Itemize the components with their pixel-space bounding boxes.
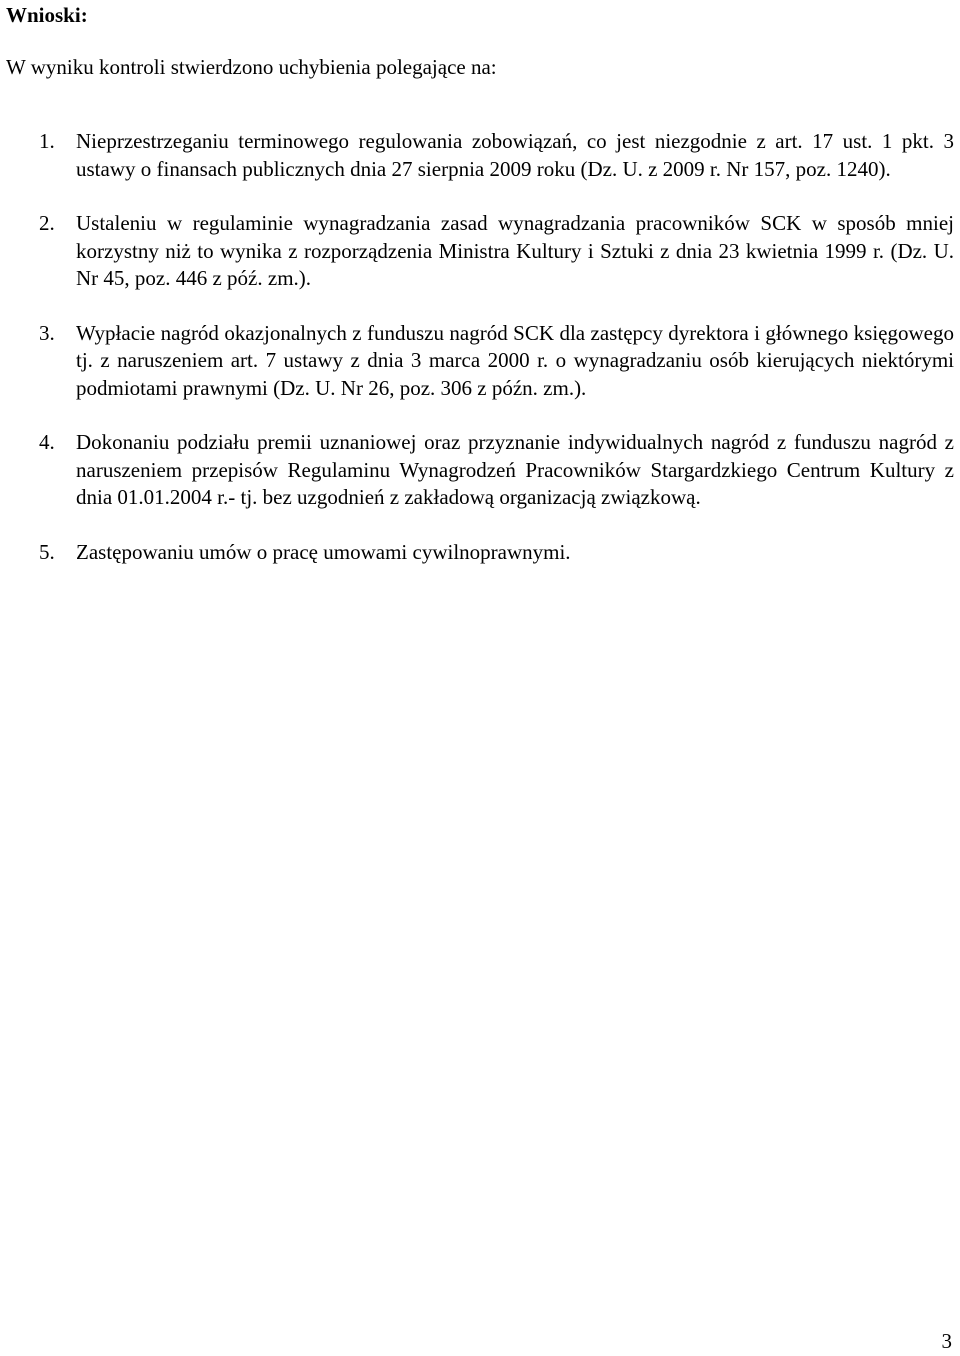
finding-number: 3. — [39, 320, 55, 345]
section-heading: Wnioski: — [6, 3, 88, 27]
finding-item-2 — [0, 210, 954, 293]
finding-item-5 — [0, 539, 954, 567]
finding-item-1 — [0, 128, 954, 183]
finding-number: 5. — [39, 539, 55, 564]
findings-list — [0, 128, 960, 593]
finding-text: Dokonaniu podziału premii uznaniowej oraz przyznanie indywidualnych nagród z funduszu nagród z naruszeniem przepisów Regulaminu Wynagrodzeń Pracowników Stargardzkiego Centrum Kultury z dnia 01.01.2004 r.- tj. bez uzgodnień z zakładową organizacją związkową. — [76, 430, 954, 509]
finding-number: 1. — [39, 129, 55, 153]
page-number: 3 — [941, 1329, 952, 1353]
intro-paragraph: W wyniku kontroli stwierdzono uchybienia polegające na: — [6, 55, 497, 79]
finding-text: Ustaleniu w regulaminie wynagradzania zasad wynagradzania pracowników SCK w sposób mniej korzystny niż to wynika z rozporządzenia Ministra Kultury i Sztuki z dnia 23 kwietnia 1999 r. (Dz. U. Nr 45, poz. 446 z póź. zm.). — [76, 211, 954, 290]
finding-text: Zastępowaniu umów o pracę umowami cywilnoprawnymi. — [76, 539, 571, 564]
finding-item-3 — [0, 320, 954, 403]
finding-number: 4. — [39, 430, 55, 454]
finding-item-4 — [0, 429, 954, 512]
finding-number: 2. — [39, 211, 55, 235]
finding-text: Nieprzestrzeganiu terminowego regulowania zobowiązań, co jest niezgodnie z art. 17 ust. 1 pkt. 3 ustawy o finansach publicznych dnia 27 sierpnia 2009 roku (Dz. U. z 2009 r. Nr 157, poz. 1240). — [76, 129, 954, 181]
finding-text: Wypłacie nagród okazjonalnych z funduszu nagród SCK dla zastępcy dyrektora i głównego księgowego tj. z naruszeniem art. 7 ustawy z dnia 3 marca 2000 r. o wynagradzaniu osób kierujących niektórymi podmiotami prawnymi (Dz. U. Nr 26, poz. 306 z późn. zm.). — [76, 320, 954, 400]
